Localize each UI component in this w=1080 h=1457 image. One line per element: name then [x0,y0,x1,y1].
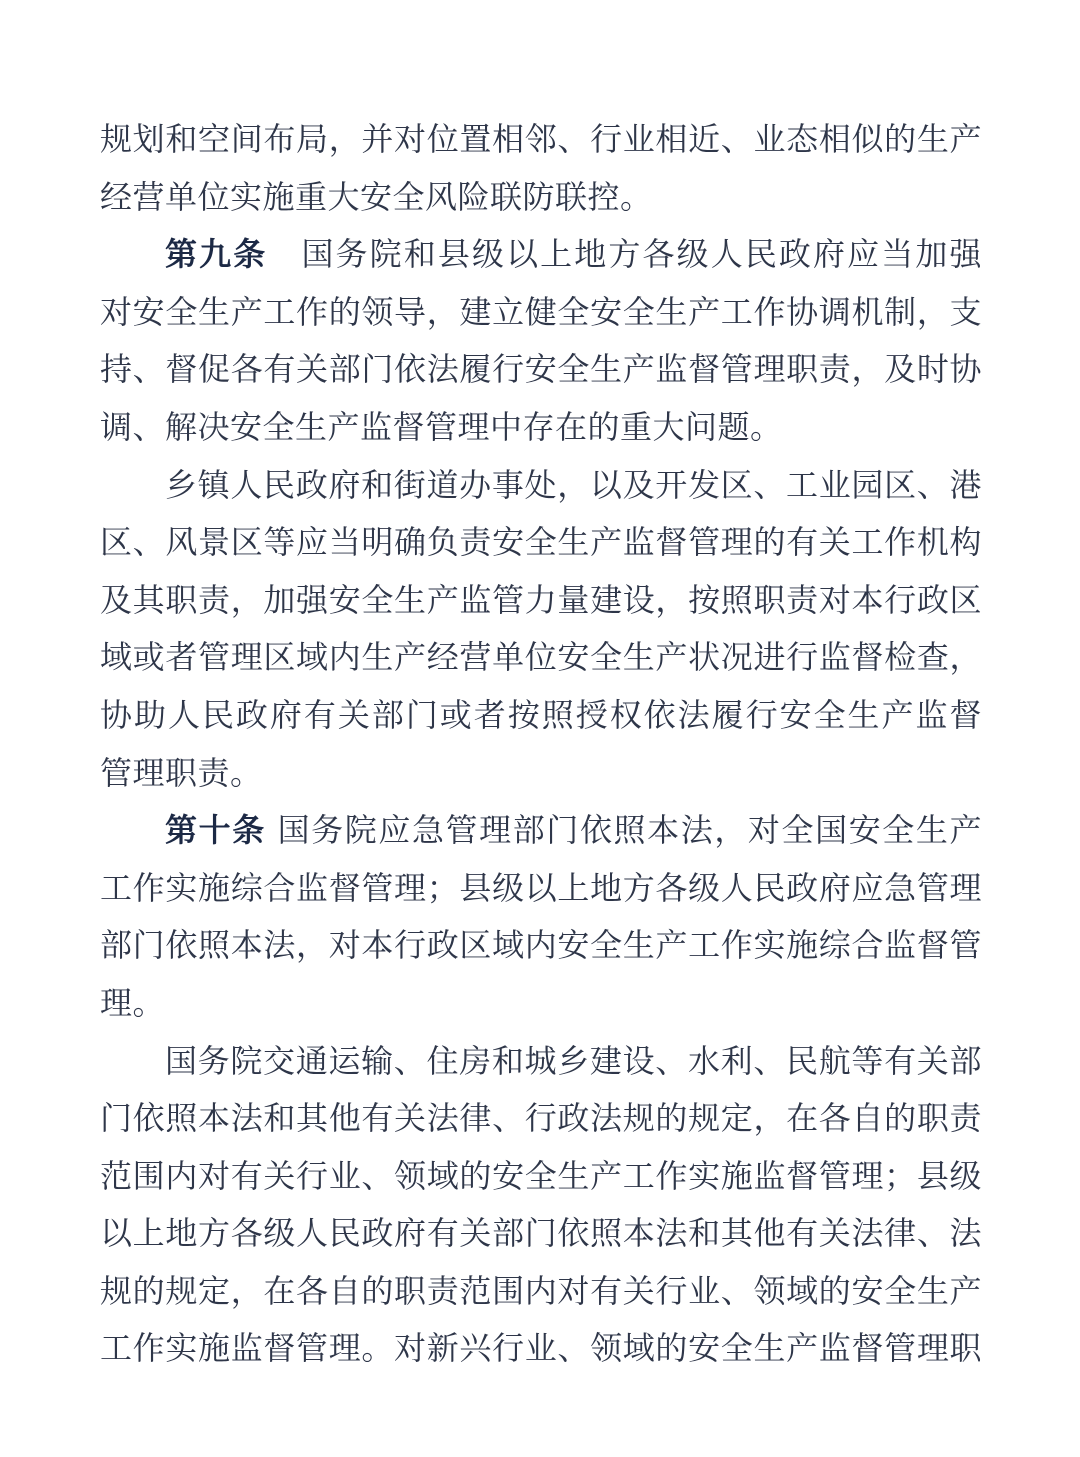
text-line [100,341,982,399]
text-line [100,802,982,860]
text-line [100,860,982,918]
text-line [100,399,982,457]
text-line [100,226,982,284]
line-text: 对安全生产工作的领导，建立健全安全生产工作协调机制，支 [100,292,982,331]
text-line [100,629,982,687]
line-text: 工作实施综合监督管理；县级以上地方各级人民政府应急管理 [100,868,982,907]
line-text: 国务院应急管理部门依照本法，对全国安全生产 [277,811,982,850]
text-line [100,745,982,803]
line-text: 以上地方各级人民政府有关部门依照本法和其他有关法律、法 [100,1214,982,1253]
line-text: 部门依照本法，对本行政区域内安全生产工作实施综合监督管 [100,926,982,965]
text-line [100,1033,982,1091]
line-text: 域或者管理区域内生产经营单位安全生产状况进行监督检查， [100,638,982,677]
line-text: 理。 [100,983,166,1022]
line-text: 国务院交通运输、住房和城乡建设、水利、民航等有关部 [165,1041,982,1080]
line-text: 及其职责，加强安全生产监管力量建设，按照职责对本行政区 [100,580,982,619]
line-text: 规的规定，在各自的职责范围内对有关行业、领域的安全生产 [100,1271,982,1310]
article-number-label: 第十条 [165,811,266,850]
text-line [100,687,982,745]
text-line [100,169,982,227]
line-text: 调、解决安全生产监督管理中存在的重大问题。 [100,407,783,446]
para-article-10 [100,802,982,1032]
text-line [100,1090,982,1148]
text-line [100,572,982,630]
text-line [100,1205,982,1263]
text-line [100,917,982,975]
text-line [100,514,982,572]
line-text: 经营单位实施重大安全风险联防联控。 [100,177,653,216]
line-text: 乡镇人民政府和街道办事处，以及开发区、工业园区、港 [165,465,982,504]
line-text: 持、督促各有关部门依法履行安全生产监督管理职责，及时协 [100,350,982,389]
text-line [100,457,982,515]
line-text: 规划和空间布局，并对位置相邻、行业相近、业态相似的生产 [100,120,982,158]
para-article-10-departments [100,1033,982,1379]
line-text: 管理职责。 [100,753,263,792]
line-text: 协助人民政府有关部门或者按照授权依法履行安全生产监督 [100,695,982,734]
text-line [100,1320,982,1378]
para-article-9 [100,226,982,456]
line-text: 国务院和县级以上地方各级人民政府应当加强 [301,235,982,274]
text-line [100,1148,982,1206]
line-text: 工作实施监督管理。对新兴行业、领域的安全生产监督管理职 [100,1329,982,1368]
para-preceding-continuation [100,111,982,226]
article-number-label: 第九条 [165,235,268,274]
line-text: 门依照本法和其他有关法律、行政法规的规定，在各自的职责 [100,1099,982,1138]
text-line [100,1263,982,1321]
line-text: 区、风景区等应当明确负责安全生产监督管理的有关工作机构 [100,523,982,562]
line-text: 范围内对有关行业、领域的安全生产工作实施监督管理；县级 [100,1156,982,1195]
text-line [100,975,982,1033]
text-line [100,111,982,169]
text-line [100,284,982,342]
para-article-9-township [100,457,982,803]
